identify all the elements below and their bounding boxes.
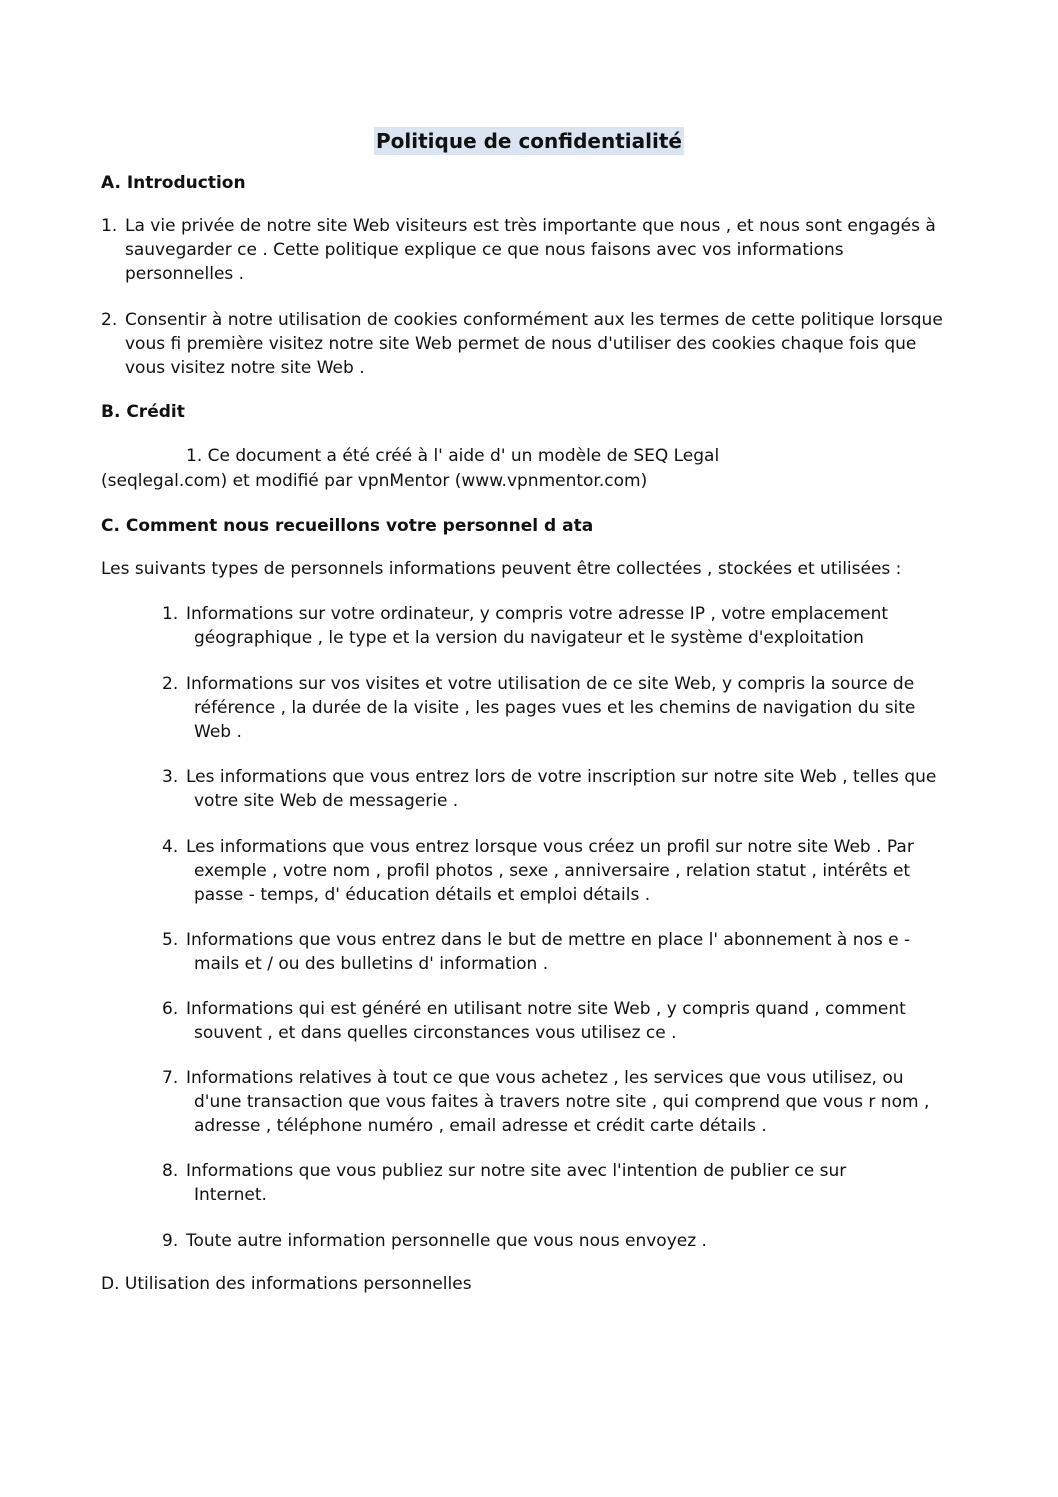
section-c-heading: C. Comment nous recueillons votre personnel d ata: [101, 516, 594, 536]
credit-line-1: 1. Ce document a été créé à l' aide d' un modèle de SEQ Legal: [186, 446, 720, 466]
section-c-intro: Les suivants types de personnels informations peuvent être collectées , stockées et utilisées :: [101, 559, 902, 579]
item-line: votre site Web de messagerie .: [194, 791, 459, 811]
item-line: mails et / ou des bulletins d' information .: [194, 954, 549, 974]
item-line: Toute autre information personnelle que vous nous envoyez .: [186, 1231, 707, 1251]
item-line: Informations sur votre ordinateur, y compris votre adresse IP , votre emplacement: [186, 604, 889, 624]
item-line: Informations qui est généré en utilisant notre site Web , y compris quand , comment: [186, 999, 906, 1019]
item-number: 7.: [162, 1068, 179, 1088]
item-line: Consentir à notre utilisation de cookies conformément aux les termes de cette politique lorsque: [125, 310, 943, 330]
item-line: Informations que vous publiez sur notre site avec l'intention de publier ce sur: [186, 1161, 847, 1181]
item-line: Les informations que vous entrez lorsque vous créez un profil sur notre site Web . Par: [186, 837, 914, 857]
item-line: La vie privée de notre site Web visiteurs est très importante que nous , et nous sont engagés à: [125, 216, 936, 236]
item-line: exemple , votre nom , profil photos , sexe , anniversaire , relation statut , intérêts et: [194, 861, 911, 881]
credit-line-2: (seqlegal.com) et modifié par vpnMentor (www.vpnmentor.com): [101, 471, 648, 491]
item-line: adresse , téléphone numéro , email adresse et crédit carte détails .: [194, 1116, 767, 1136]
item-number: 3.: [162, 767, 179, 787]
item-number: 1.: [162, 604, 179, 624]
item-line: vous visitez notre site Web .: [125, 358, 365, 378]
page-title: Politique de confidentialité: [376, 129, 682, 153]
item-line: Informations sur vos visites et votre utilisation de ce site Web, y compris la source de: [186, 674, 915, 694]
item-line: vous fi première visitez notre site Web permet de nous d'utiliser des cookies chaque fois que: [125, 334, 917, 354]
item-number: 1.: [101, 216, 118, 236]
item-number: 2.: [162, 674, 179, 694]
item-number: 4.: [162, 837, 179, 857]
item-number: 9.: [162, 1231, 179, 1251]
item-line: Web .: [194, 722, 242, 742]
item-line: géographique , le type et la version du navigateur et le système d'exploitation: [194, 628, 864, 648]
item-number: 8.: [162, 1161, 179, 1181]
title-container: [0, 127, 1058, 155]
item-line: personnelles .: [125, 264, 245, 284]
section-a-heading: A. Introduction: [101, 173, 246, 193]
section-d-heading: D. Utilisation des informations personnelles: [101, 1274, 472, 1294]
item-line: passe - temps, d' éducation détails et emploi détails .: [194, 885, 651, 905]
item-number: 6.: [162, 999, 179, 1019]
item-line: souvent , et dans quelles circonstances vous utilisez ce .: [194, 1023, 677, 1043]
item-line: sauvegarder ce . Cette politique explique ce que nous faisons avec vos informations: [125, 240, 844, 260]
item-line: d'une transaction que vous faites à travers notre site , qui comprend que vous r nom ,: [194, 1092, 930, 1112]
item-number: 2.: [101, 310, 118, 330]
item-line: Les informations que vous entrez lors de votre inscription sur notre site Web , telles que: [186, 767, 937, 787]
item-line: Internet.: [194, 1185, 267, 1205]
item-number: 5.: [162, 930, 179, 950]
item-line: référence , la durée de la visite , les pages vues et les chemins de navigation du site: [194, 698, 916, 718]
item-line: Informations relatives à tout ce que vous achetez , les services que vous utilisez, ou: [186, 1068, 904, 1088]
item-line: Informations que vous entrez dans le but de mettre en place l' abonnement à nos e -: [186, 930, 911, 950]
section-b-heading: B. Crédit: [101, 402, 185, 422]
